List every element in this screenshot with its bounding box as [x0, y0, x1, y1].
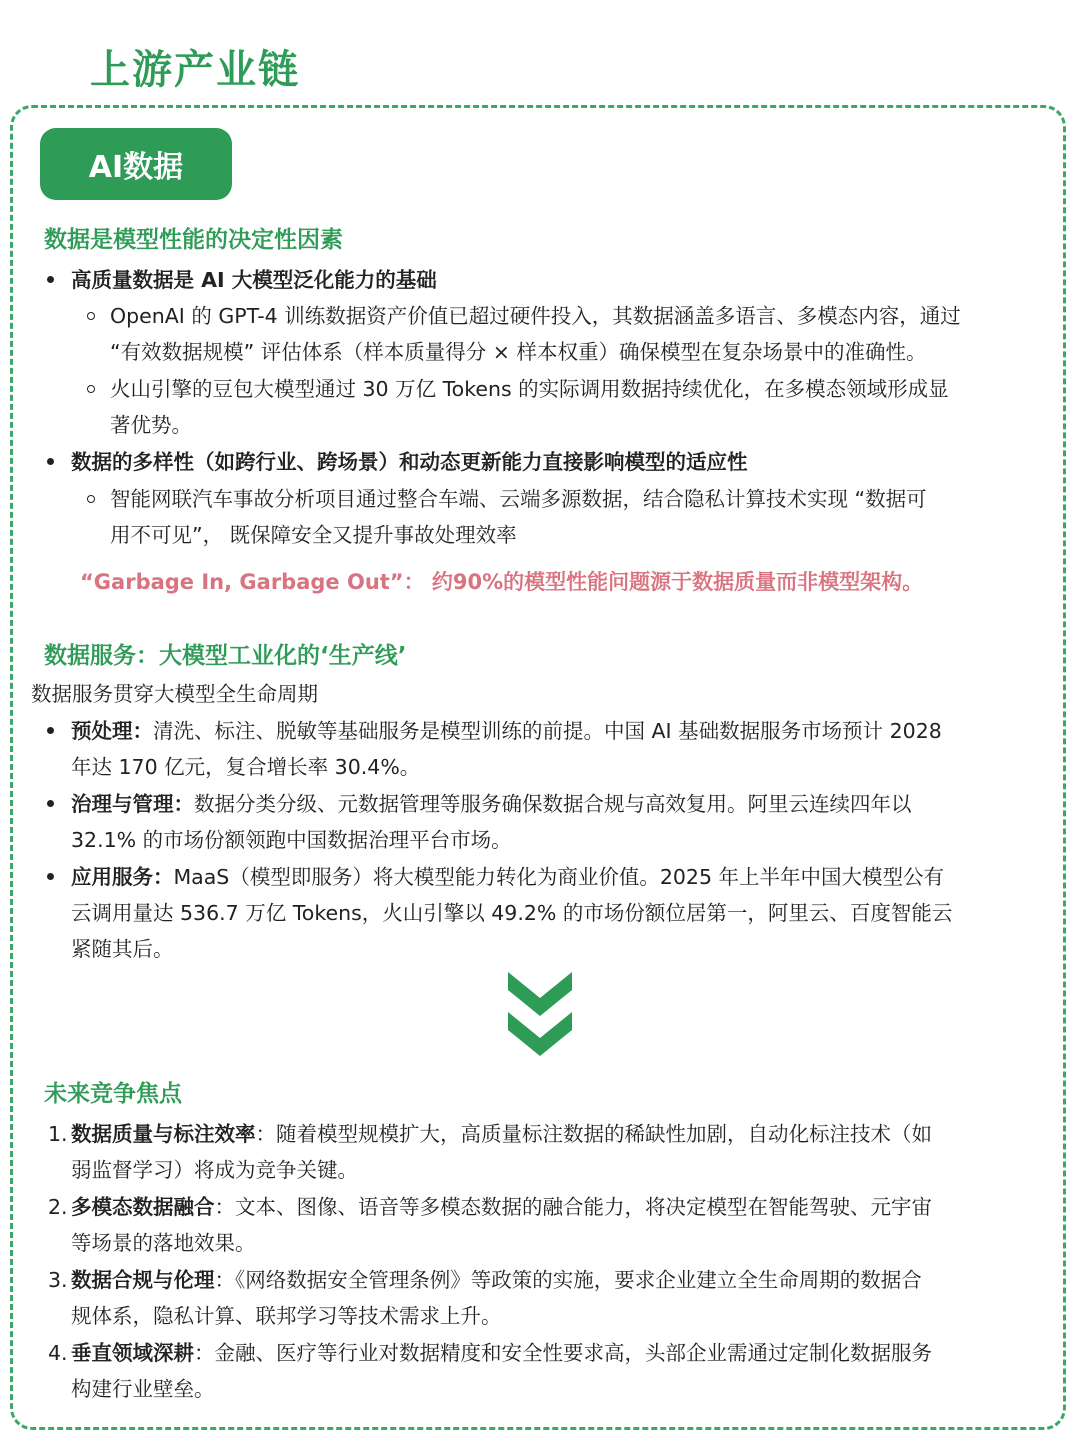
service-item-1-label: 预处理： [71, 719, 153, 743]
focus-item-4-label: 垂直领域深耕 [71, 1341, 194, 1365]
focus-item-2-line-1 [71, 1189, 932, 1226]
sub-bullet-circle [87, 495, 95, 503]
service-item-2-line-2: 32.1% 的市场份额领跑中国数据治理平台市场。 [71, 828, 512, 852]
bullet-title-2: 数据的多样性（如跨行业、跨场景）和动态更新能力直接影响模型的适应性 [71, 450, 748, 474]
service-item-3-line-3: 紧随其后。 [71, 937, 174, 961]
service-item-1-line-2: 年达 170 亿元，复合增长率 30.4%。 [71, 755, 421, 779]
sub-bullet-1-line-1: OpenAI 的 GPT-4 训练数据资产价值已超过硬件投入，其数据涵盖多语言、多模态内容，通过 [110, 304, 961, 328]
service-item-2-line-1 [71, 786, 912, 823]
focus-item-4-line-2: 构建行业壁垒。 [71, 1377, 215, 1401]
service-item-1-line-1 [71, 713, 942, 750]
section-heading-2: 数据服务：大模型工业化的‘生产线’ [44, 643, 407, 669]
section-heading-3: 未来竞争焦点 [44, 1081, 182, 1107]
section-badge: AI数据 [40, 128, 232, 200]
sub-bullet-circle [87, 385, 95, 393]
focus-item-1-label: 数据质量与标注效率 [71, 1122, 256, 1146]
bullet-dot [47, 276, 54, 283]
focus-item-2-line-2: 等场景的落地效果。 [71, 1231, 256, 1255]
focus-item-3-line-1 [71, 1262, 922, 1299]
sub-bullet-circle [87, 312, 95, 320]
section-heading-1: 数据是模型性能的决定性因素 [44, 227, 343, 253]
bullet-title-1: 高质量数据是 AI 大模型泛化能力的基础 [71, 268, 437, 292]
service-item-2-label: 治理与管理： [71, 792, 194, 816]
sub-bullet-2-line-1: 火山引擎的豆包大模型通过 30 万亿 Tokens 的实际调用数据持续优化，在多模态领域形成显 [110, 377, 949, 401]
sub-bullet-2-line-2: 著优势。 [110, 413, 192, 437]
bullet-dot [47, 458, 54, 465]
page-title: 上游产业链 [90, 47, 300, 93]
bullet-dot [47, 727, 54, 734]
service-item-3-text: MaaS（模型即服务）将大模型能力转化为商业价值。2025 年上半年中国大模型公有 [173, 865, 945, 889]
quote-highlight: “Garbage In, Garbage Out”： 约90%的模型性能问题源于数据质量而非模型架构。 [80, 570, 924, 594]
section-2-intro: 数据服务贯穿大模型全生命周期 [31, 682, 318, 706]
focus-item-1-text: ：随着模型规模扩大，高质量标注数据的稀缺性加剧，自动化标注技术（如 [255, 1122, 932, 1146]
list-number-1: 1. [48, 1122, 68, 1146]
bullet-dot [47, 800, 54, 807]
focus-item-2-label: 多模态数据融合 [71, 1195, 215, 1219]
bullet-dot [47, 873, 54, 880]
service-item-2-text: 数据分类分级、元数据管理等服务确保数据合规与高效复用。阿里云连续四年以 [194, 792, 912, 816]
sub-bullet-3-line-1: 智能网联汽车事故分析项目通过整合车端、云端多源数据，结合隐私计算技术实现 “数据可 [110, 487, 927, 511]
double-chevron-down-icon [506, 968, 574, 1064]
list-number-2: 2. [48, 1195, 68, 1219]
service-item-3-line-2: 云调用量达 536.7 万亿 Tokens，火山引擎以 49.2% 的市场份额位居第一，阿里云、百度智能云 [71, 901, 953, 925]
sub-bullet-3-line-2: 用不可见”， 既保障安全又提升事故处理效率 [110, 523, 517, 547]
service-item-1-text: 清洗、标注、脱敏等基础服务是模型训练的前提。中国 AI 基础数据服务市场预计 2028 [153, 719, 942, 743]
focus-item-3-line-2: 规体系，隐私计算、联邦学习等技术需求上升。 [71, 1304, 502, 1328]
focus-item-4-line-1 [71, 1335, 932, 1372]
focus-item-2-text: ：文本、图像、语音等多模态数据的融合能力，将决定模型在智能驾驶、元宇宙 [214, 1195, 932, 1219]
list-number-3: 3. [48, 1268, 68, 1292]
focus-item-3-label: 数据合规与伦理 [71, 1268, 215, 1292]
focus-item-3-text: ：《网络数据安全管理条例》等政策的实施，要求企业建立全生命周期的数据合 [214, 1268, 922, 1292]
service-item-3-line-1 [71, 859, 944, 896]
sub-bullet-1-line-2: “有效数据规模” 评估体系（样本质量得分 × 样本权重）确保模型在复杂场景中的准确性。 [110, 340, 927, 364]
service-item-3-label: 应用服务： [71, 865, 174, 889]
list-number-4: 4. [48, 1341, 68, 1365]
focus-item-1-line-1 [71, 1116, 932, 1153]
focus-item-1-line-2: 弱监督学习）将成为竞争关键。 [71, 1158, 358, 1182]
focus-item-4-text: ：金融、医疗等行业对数据精度和安全性要求高，头部企业需通过定制化数据服务 [194, 1341, 932, 1365]
